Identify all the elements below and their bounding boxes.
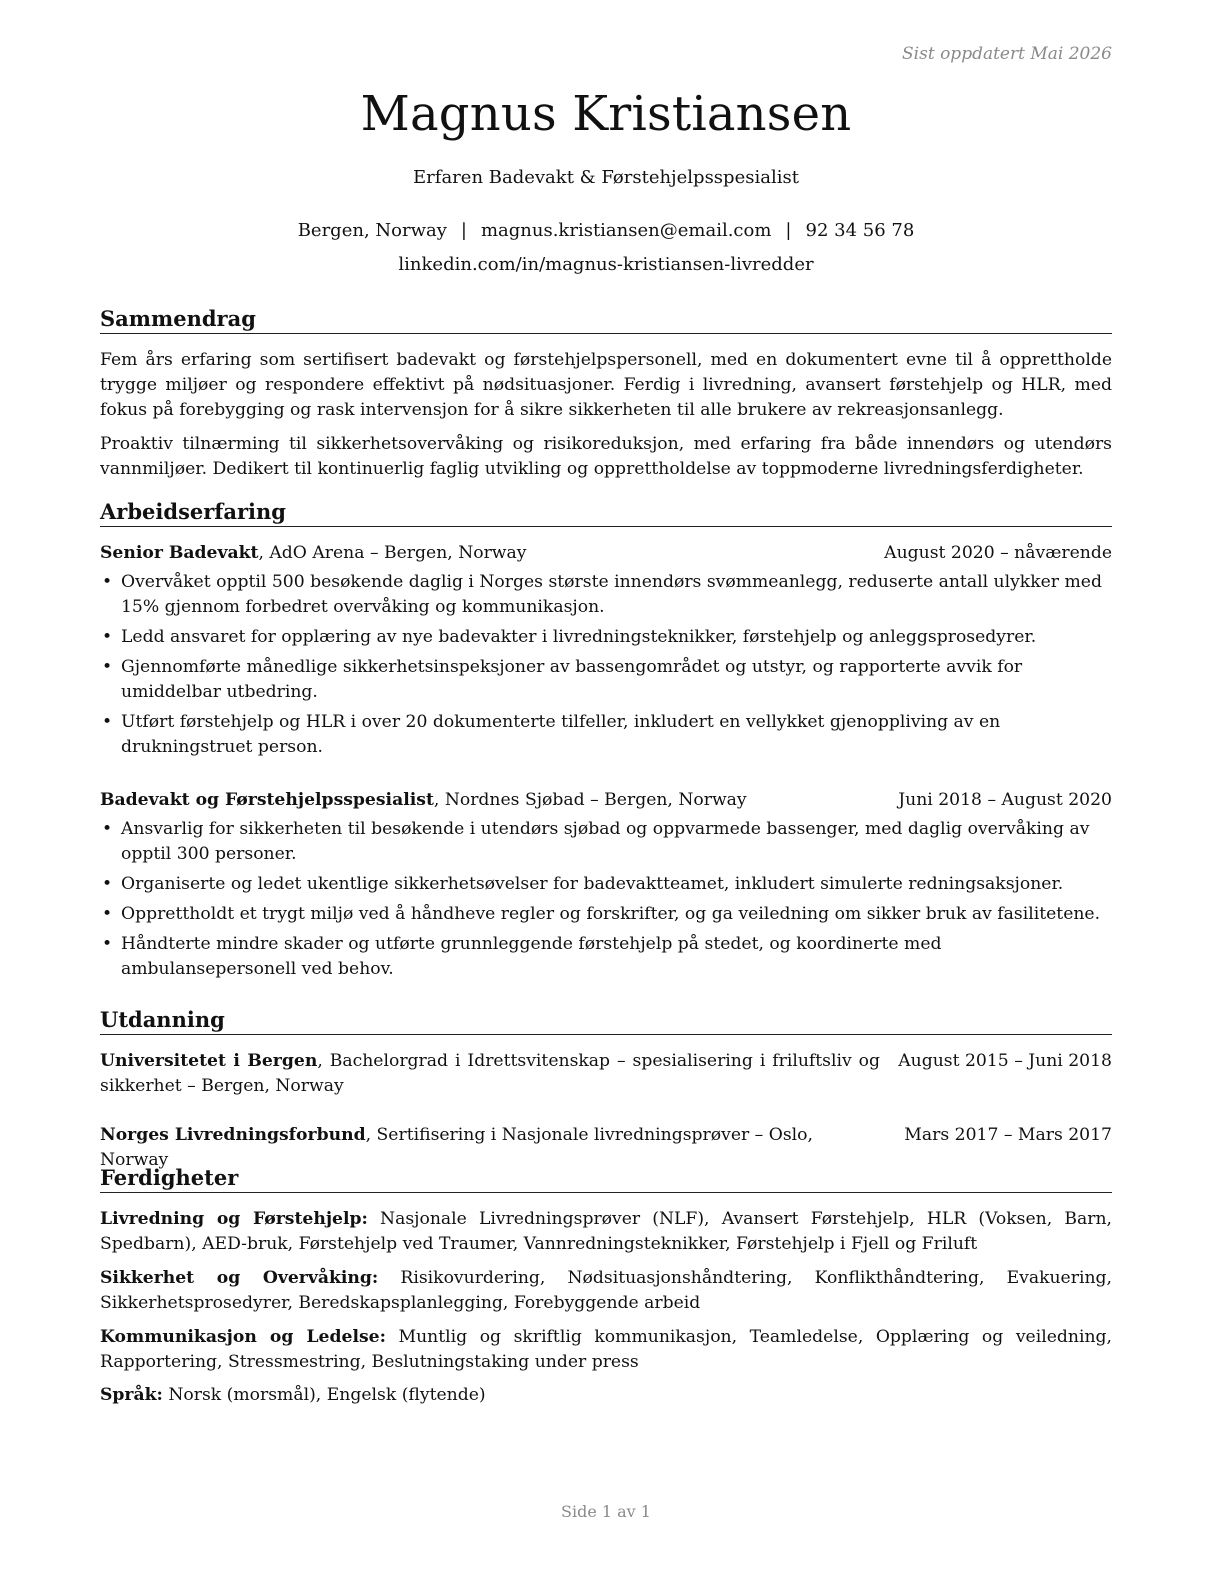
list-item: • Gjennomførte månedlige sikkerhetsinspeksjoner av bassengområdet og utstyr, og rapporterte avvik for umiddelbar utbedring. [100, 655, 1112, 705]
skill-text: Risikovurdering, Nødsituasjonshåndtering, Konflikthåndtering, Evakuering, Sikkerhetsprosedyrer, Beredskapsplanlegging, Forebyggende arbeid [100, 1268, 1112, 1313]
skill-text: Nasjonale Livredningsprøver (NLF), Avansert Førstehjelp, HLR (Voksen, Barn, Spedbarn), AED-bruk, Førstehjelp ved Traumer, Vannredningsteknikker, Førstehjelp i Fjell og Friluft [100, 1209, 1112, 1254]
job-bullets [100, 817, 1112, 987]
job-date: Juni 2018 – August 2020 [898, 790, 1112, 810]
school-name: Universitetet i Bergen [100, 1051, 318, 1071]
list-item: • Ansvarlig for sikkerheten til besøkende i utendørs sjøbad og oppvarmede bassenger, med daglig overvåking av opptil 300 personer. [100, 817, 1112, 867]
section-title-summary: Sammendrag [100, 306, 1112, 334]
education-date: Mars 2017 – Mars 2017 [904, 1125, 1112, 1145]
summary-paragraph: Proaktiv tilnærming til sikkerhetsovervåking og risikoreduksjon, med erfaring fra både innendørs og utendørs vannmiljøer. Dedikert til kontinuerlig faglig utvikling og opprettholdelse av toppmoderne livredningsferdigheter. [100, 434, 1112, 479]
education-date: August 2015 – Juni 2018 [898, 1051, 1112, 1071]
last-updated: Sist oppdatert Mai 2026 [902, 44, 1112, 64]
separator: | [460, 220, 467, 241]
skill-text: Muntlig og skriftlig kommunikasjon, Teamledelse, Opplæring og veiledning, Rapportering, Stressmestring, Beslutningstaking under press [100, 1327, 1112, 1372]
section-title-experience: Arbeidserfaring [100, 499, 1112, 527]
job-bullets [100, 570, 1112, 765]
section-title-education: Utdanning [100, 1007, 1112, 1035]
education-detail: , Sertifisering i Nasjonale livredningsprøver – Oslo, Norway [100, 1125, 813, 1170]
tagline: Erfaren Badevakt & Førstehjelpsspesialist [413, 167, 799, 188]
list-item: • Håndterte mindre skader og utførte grunnleggende førstehjelp på stedet, og koordinerte med ambulansepersonell ved behov. [100, 932, 1112, 982]
separator: | [785, 220, 792, 241]
job-heading [100, 788, 1112, 813]
location: Bergen, Norway [297, 220, 447, 241]
list-item: • Ledd ansvaret for opplæring av nye badevakter i livredningsteknikker, førstehjelp og anleggsprosedyrer. [100, 625, 1112, 650]
job-heading [100, 541, 1112, 566]
summary-paragraph: Fem års erfaring som sertifisert badevakt og førstehjelpspersonell, med en dokumentert evne til å opprettholde trygge miljøer og respondere effektivt på nødsituasjoner. Ferdig i livredning, avansert førstehjelp og HLR, med fokus på forebygging og rask intervensjon for å sikre sikkerheten til alle brukere av rekreasjonsanlegg. [100, 350, 1112, 420]
resume-page [100, 0, 1112, 1584]
job-place: , AdO Arena – Bergen, Norway [258, 543, 527, 563]
skill-text: Norsk (morsmål), Engelsk (flytende) [162, 1385, 486, 1405]
skill-group [100, 1325, 1112, 1375]
phone: 92 34 56 78 [805, 220, 915, 241]
list-item: • Opprettholdt et trygt miljø ved å håndheve regler og forskrifter, og ga veiledning om sikker bruk av fasilitetene. [100, 902, 1112, 927]
skill-group [100, 1383, 1112, 1408]
candidate-name: Magnus Kristiansen [360, 86, 852, 142]
job-role: Badevakt og Førstehjelpsspesialist [100, 790, 434, 810]
list-item: • Utført førstehjelp og HLR i over 20 dokumenterte tilfeller, inkludert en vellykket gjenoppliving av en drukningstruet person. [100, 710, 1112, 760]
job-date: August 2020 – nåværende [884, 543, 1112, 563]
education-item [100, 1049, 1112, 1099]
skill-label: Livredning og Førstehjelp: [100, 1209, 368, 1229]
list-item: • Organiserte og ledet ukentlige sikkerhetsøvelser for badevaktteamet, inkludert simulerte redningsaksjoner. [100, 872, 1112, 897]
skill-group [100, 1207, 1112, 1257]
skill-group [100, 1266, 1112, 1316]
list-item: • Overvåket opptil 500 besøkende daglig i Norges største innendørs svømmeanlegg, reduserte antall ulykker med 15% gjennom forbedret overvåking og kommunikasjon. [100, 570, 1112, 620]
job-role: Senior Badevakt [100, 543, 259, 563]
school-name: Norges Livredningsforbund [100, 1125, 366, 1145]
skill-label: Sikkerhet og Overvåking: [100, 1268, 379, 1288]
linkedin-link[interactable]: linkedin.com/in/magnus-kristiansen-livredder [398, 254, 814, 275]
job-place: , Nordnes Sjøbad – Bergen, Norway [433, 790, 747, 810]
skill-label: Kommunikasjon og Ledelse: [100, 1327, 386, 1347]
page-number: Side 1 av 1 [561, 1502, 651, 1521]
contact-line [100, 220, 1112, 241]
section-title-skills: Ferdigheter [100, 1165, 1112, 1193]
skill-label: Språk: [100, 1385, 163, 1405]
email-link[interactable]: magnus.kristiansen@email.com [480, 220, 772, 241]
education-detail: , Bachelorgrad i Idrettsvitenskap – spesialisering i friluftsliv og sikkerhet – Bergen, Norway [100, 1051, 880, 1096]
